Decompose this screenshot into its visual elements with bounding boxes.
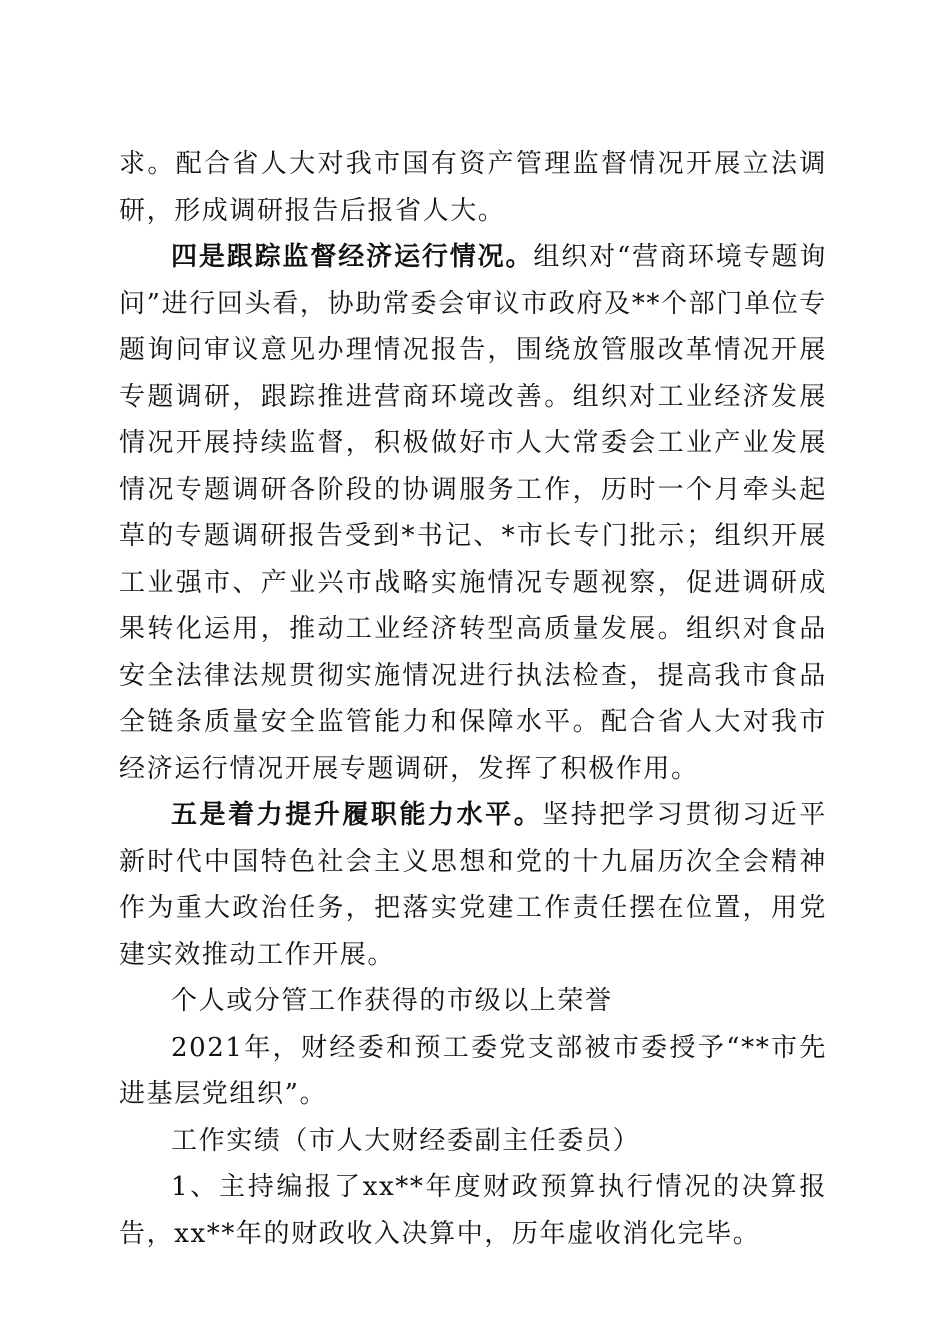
paragraph-lead: 五是着力提升履职能力水平。 [171,800,543,830]
work-heading: 工作实绩（市人大财经委副主任委员） [171,1125,641,1156]
honor-text: 2021年，财经委和预工委党支部被市委授予“**市先进基层党组织”。 [119,1032,827,1109]
paragraph-text: 组织对“营商环境专题询问”进行回头看，协助常委会审议市政府及**个部门单位专题询问审议意见办理情况报告，围绕放管服改革情况开展专题调研，跟踪推进营商环境改善。组织对工业经济发展情况开展持续监督，积极做好市人大常委会工业产业发展情况专题调研各阶段的协调服务工作，历时一个月牵头起草的专题调研报告受到*书记、*市长专门批示；组织开展工业强市、产业兴市战略实施情况专题视察，促进调研成果转化运用，推动工业经济转型高质量发展。组织对食品安全法律法规贯彻实施情况进行执法检查，提高我市食品全链条质量安全监管能力和保障水平。配合省人大对我市经济运行情况开展专题调研，发挥了积极作用。 [119,242,827,784]
document-body [119,141,827,1257]
paragraph-text: 坚持把学习贯彻习近平新时代中国特色社会主义思想和党的十九届历次全会精神作为重大政治任务，把落实党建工作责任摆在位置，用党建实效推动工作开展。 [119,800,827,970]
work-item: 1、主持编报了xx**年度财政预算执行情况的决算报告，xx**年的财政收入决算中，历年虚收消化完毕。 [119,1172,827,1249]
paragraph-capability-improvement [119,792,827,978]
paragraph-continuation [119,141,827,234]
paragraph-economic-supervision [119,234,827,792]
paragraph-lead: 四是跟踪监督经济运行情况。 [171,242,534,272]
paragraph-text: 求。配合省人大对我市国有资产管理监督情况开展立法调研，形成调研报告后报省人大。 [119,149,827,226]
honor-heading: 个人或分管工作获得的市级以上荣誉 [171,986,613,1016]
